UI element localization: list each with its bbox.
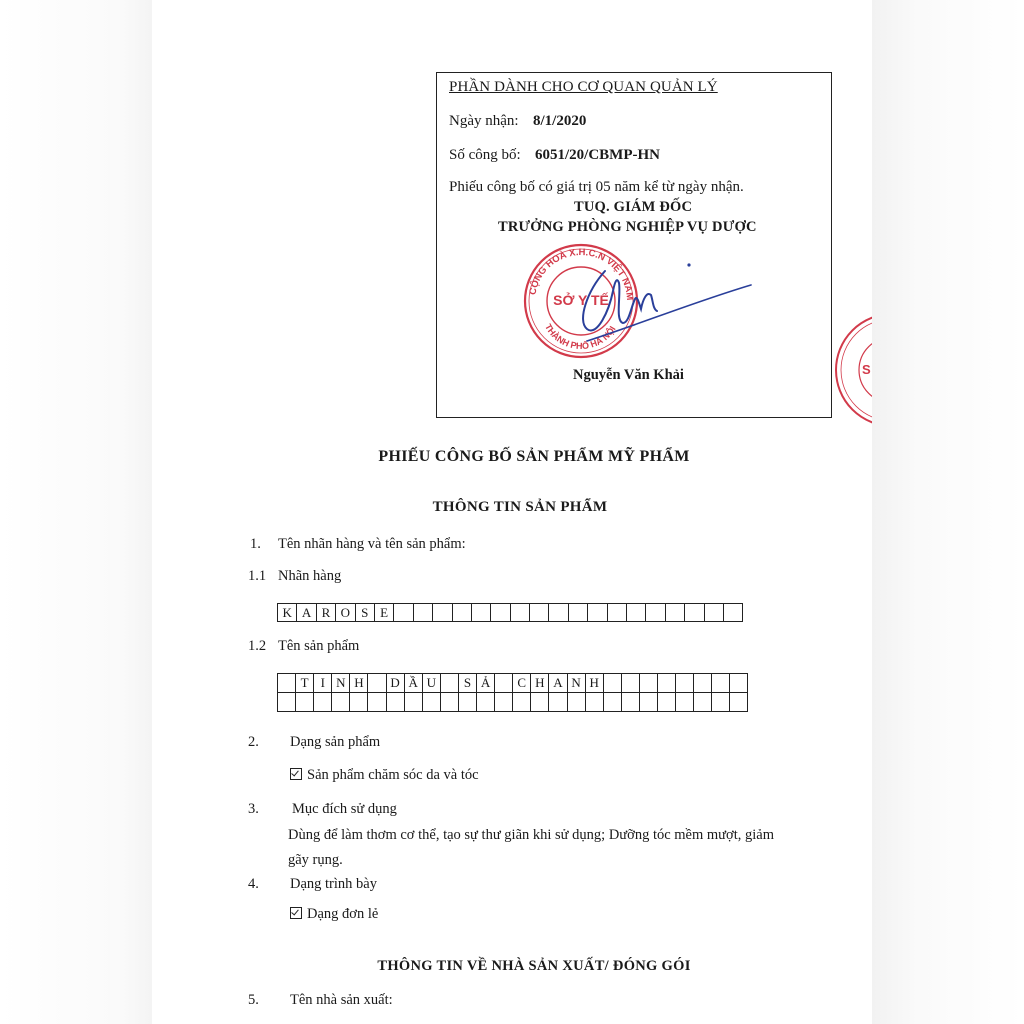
brand-char-cell xyxy=(549,604,568,622)
product-char-cell xyxy=(495,693,513,712)
item-4-number: 4. xyxy=(248,876,259,892)
product-char-cell xyxy=(640,693,658,712)
product-char-cell xyxy=(658,674,676,693)
product-char-cell xyxy=(604,693,622,712)
management-box xyxy=(436,72,832,418)
signer-title-1: TUQ. GIÁM ĐỐC xyxy=(574,199,693,215)
item-1-2-number: 1.2 xyxy=(248,638,267,654)
product-char-cell xyxy=(278,674,296,693)
product-char-cell xyxy=(568,693,586,712)
product-name-grid xyxy=(277,673,748,712)
stamp-ring-top: CỘNG HOÀ X.H.C.N VIỆT NAM xyxy=(527,246,636,301)
product-char-cell: H xyxy=(531,674,549,693)
product-char-cell xyxy=(296,693,314,712)
brand-name-grid xyxy=(277,603,743,622)
brand-char-cell xyxy=(569,604,588,622)
item-1-label: Tên nhãn hàng và tên sản phẩm: xyxy=(278,536,466,552)
brand-char-cell: A xyxy=(297,604,316,622)
product-char-cell xyxy=(549,693,567,712)
stamp-center-label: SỞ Y TẾ xyxy=(553,292,609,308)
product-char-cell: T xyxy=(296,674,314,693)
brand-char-cell: E xyxy=(375,604,394,622)
product-char-cell xyxy=(441,693,459,712)
item-2-label: Dạng sản phẩm xyxy=(290,734,381,750)
product-char-cell xyxy=(640,674,658,693)
product-char-cell xyxy=(622,693,640,712)
brand-char-cell xyxy=(433,604,452,622)
product-char-cell xyxy=(676,693,694,712)
product-char-cell xyxy=(441,674,459,693)
document-title: PHIẾU CÔNG BỐ SẢN PHẨM MỸ PHẨM xyxy=(378,448,690,465)
product-char-cell xyxy=(712,674,730,693)
brand-char-cell xyxy=(530,604,549,622)
product-char-cell xyxy=(513,693,531,712)
item-3-label: Mục đích sử dụng xyxy=(292,801,397,817)
signer-title-2: TRƯỞNG PHÒNG NGHIỆP VỤ DƯỢC xyxy=(498,219,757,235)
product-char-cell: Ầ xyxy=(405,674,423,693)
product-char-cell: I xyxy=(314,674,332,693)
brand-char-cell xyxy=(627,604,646,622)
product-char-cell xyxy=(278,693,296,712)
product-char-cell xyxy=(405,693,423,712)
announcement-number-value: 6051/20/CBMP-HN xyxy=(535,147,660,163)
brand-char-cell: S xyxy=(356,604,375,622)
product-char-cell: D xyxy=(387,674,405,693)
announcement-number-label: Số công bố: xyxy=(449,147,521,163)
product-char-cell xyxy=(459,693,477,712)
product-char-cell xyxy=(676,674,694,693)
product-char-cell xyxy=(368,693,386,712)
brand-char-cell xyxy=(588,604,607,622)
item-1-number: 1. xyxy=(250,536,261,552)
svg-text:S: S xyxy=(862,362,871,377)
received-date-label: Ngày nhận: xyxy=(449,113,519,129)
product-char-cell xyxy=(314,693,332,712)
brand-char-cell xyxy=(685,604,704,622)
product-char-cell xyxy=(622,674,640,693)
product-char-cell: U xyxy=(423,674,441,693)
checked-box-icon xyxy=(290,768,302,780)
brand-char-cell xyxy=(472,604,491,622)
handwritten-signature xyxy=(557,251,757,351)
product-char-cell: N xyxy=(332,674,350,693)
product-char-cell xyxy=(423,693,441,712)
brand-char-cell xyxy=(453,604,472,622)
checked-box-icon xyxy=(290,907,302,919)
product-char-cell xyxy=(332,693,350,712)
item-2-option-text: Sản phẩm chăm sóc da và tóc xyxy=(307,767,479,783)
item-1-2-label: Tên sản phẩm xyxy=(278,638,360,654)
partial-stamp-edge xyxy=(834,310,872,430)
item-4-option-text: Dạng đơn lẻ xyxy=(307,906,379,922)
product-char-cell xyxy=(658,693,676,712)
item-4-option xyxy=(290,906,378,923)
validity-note: Phiếu công bố có giá trị 05 năm kể từ ngày nhận. xyxy=(449,179,744,195)
brand-char-cell xyxy=(491,604,510,622)
product-char-cell xyxy=(350,693,368,712)
item-2-number: 2. xyxy=(248,734,259,750)
product-char-cell xyxy=(368,674,386,693)
brand-char-cell xyxy=(511,604,530,622)
item-3-description-line-1: Dùng để làm thơm cơ thể, tạo sự thư giãn khi sử dụng; Dưỡng tóc mềm mượt, giảm xyxy=(288,827,774,843)
signer-name: Nguyễn Văn Khải xyxy=(573,367,684,383)
received-date-value: 8/1/2020 xyxy=(533,113,587,129)
product-char-cell xyxy=(531,693,549,712)
product-char-cell: S xyxy=(459,674,477,693)
item-4-label: Dạng trình bày xyxy=(290,876,377,892)
brand-char-cell xyxy=(608,604,627,622)
brand-char-cell xyxy=(394,604,413,622)
brand-char-cell: O xyxy=(336,604,355,622)
product-char-cell xyxy=(604,674,622,693)
product-char-cell: Ả xyxy=(477,674,495,693)
product-char-cell: H xyxy=(350,674,368,693)
product-char-cell: A xyxy=(549,674,567,693)
section-product-heading: THÔNG TIN SẢN PHẨM xyxy=(432,499,608,515)
product-char-cell xyxy=(730,674,748,693)
brand-char-cell xyxy=(646,604,665,622)
brand-char-cell xyxy=(414,604,433,622)
brand-char-cell: K xyxy=(278,604,297,622)
item-3-description-line-2: gãy rụng. xyxy=(288,852,343,868)
product-char-cell xyxy=(387,693,405,712)
brand-char-cell: R xyxy=(317,604,336,622)
product-char-cell xyxy=(694,674,712,693)
brand-char-cell xyxy=(705,604,724,622)
section-manufacturer-heading: THÔNG TIN VỀ NHÀ SẢN XUẤT/ ĐÓNG GÓI xyxy=(377,958,691,974)
product-char-cell xyxy=(586,693,604,712)
product-char-cell: C xyxy=(513,674,531,693)
brand-char-cell xyxy=(666,604,685,622)
item-1-1-number: 1.1 xyxy=(248,568,267,584)
product-char-cell: H xyxy=(586,674,604,693)
item-5-number: 5. xyxy=(248,992,259,1008)
brand-char-cell xyxy=(724,604,743,622)
product-char-cell xyxy=(495,674,513,693)
item-2-option xyxy=(290,767,479,784)
item-5-label: Tên nhà sản xuất: xyxy=(290,992,393,1008)
product-char-cell xyxy=(730,693,748,712)
stamp-ring-bottom: THÀNH PHỐ HÀ NỘI xyxy=(542,322,618,352)
item-1-1-label: Nhãn hàng xyxy=(278,568,342,584)
product-char-cell xyxy=(712,693,730,712)
product-char-cell xyxy=(694,693,712,712)
product-char-cell xyxy=(477,693,495,712)
product-char-cell: N xyxy=(568,674,586,693)
management-box-heading: PHẦN DÀNH CHO CƠ QUAN QUẢN LÝ xyxy=(449,79,718,95)
item-3-number: 3. xyxy=(248,801,259,817)
